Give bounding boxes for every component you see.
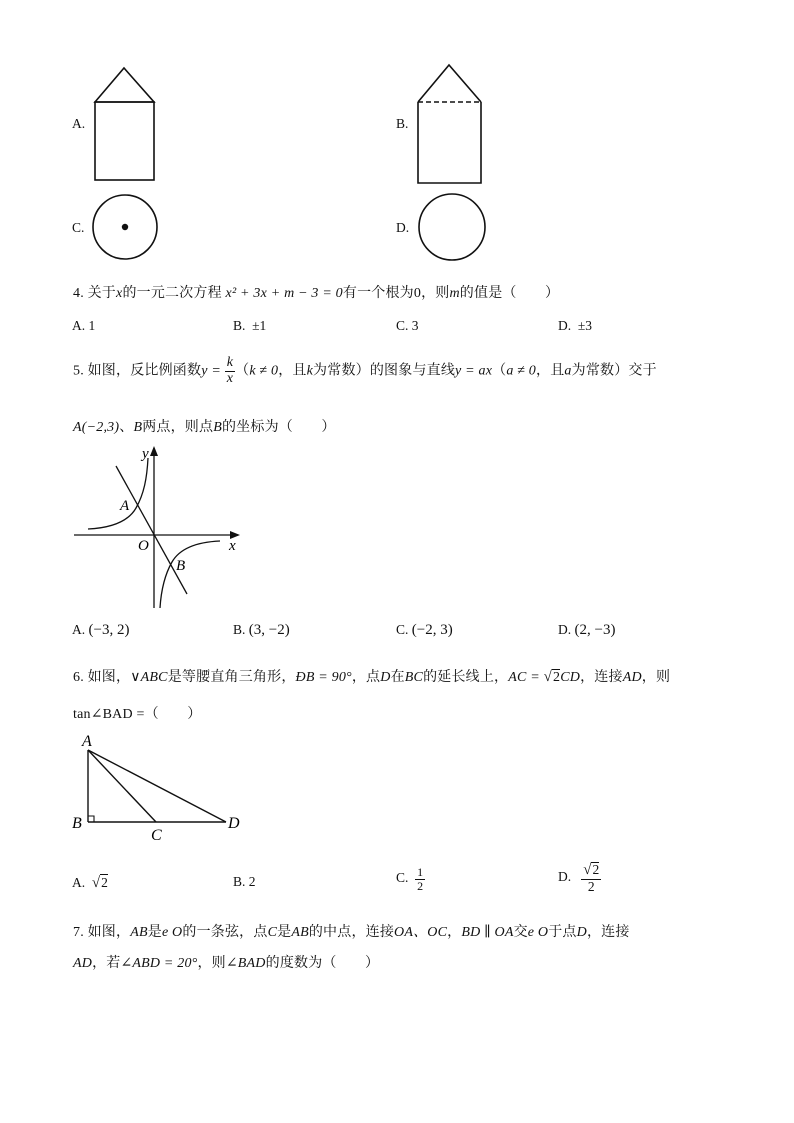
q6-text: （ ） bbox=[144, 707, 202, 722]
option-value: (−3, 2) bbox=[88, 622, 130, 638]
q6-rel-sqrt: 2 bbox=[553, 670, 561, 685]
option-value: ±1 bbox=[252, 318, 267, 333]
q6-label-d: D bbox=[228, 815, 240, 832]
q6-label-b: B bbox=[72, 815, 82, 832]
radical-icon: √ bbox=[583, 862, 592, 878]
q5-option-d[interactable] bbox=[558, 622, 615, 639]
q4-option-c[interactable] bbox=[396, 318, 419, 334]
q7-text: 于点 bbox=[548, 925, 577, 940]
q6-stem-line1 bbox=[73, 666, 670, 686]
q5-label-x: x bbox=[229, 538, 236, 554]
q6-text: ，点 bbox=[351, 670, 381, 685]
q7-circle-o2: e O bbox=[527, 925, 549, 940]
q4-text: 关于 bbox=[87, 286, 117, 301]
q7-text: 如图， bbox=[87, 925, 131, 940]
q6-number: 6. bbox=[73, 670, 84, 685]
q6-figure bbox=[70, 730, 250, 842]
q3-option-c-label: C. bbox=[72, 220, 85, 235]
q5-text: ，且 bbox=[278, 363, 307, 379]
q4-text: 的一元二次方程 bbox=[122, 286, 222, 301]
fraction-numerator bbox=[581, 862, 601, 880]
q4-text: ，则 bbox=[421, 286, 450, 301]
q6-text: 的延长线上， bbox=[423, 670, 509, 685]
option-label: A. bbox=[72, 875, 86, 890]
q5-stem-line2 bbox=[73, 416, 336, 436]
q3-a-roof bbox=[95, 68, 154, 102]
option-value: (−2, 3) bbox=[411, 622, 453, 638]
q6-option-a[interactable] bbox=[72, 874, 108, 892]
q4-var-x: x bbox=[116, 286, 123, 301]
q5-number: 5. bbox=[73, 363, 84, 379]
q5-line-y-ax bbox=[116, 466, 187, 594]
q7-var-d: D bbox=[576, 925, 587, 940]
q5-text: 如图，反比例函数 bbox=[87, 363, 202, 379]
option-value: (2, −3) bbox=[574, 622, 616, 638]
fraction-numerator-value: 2 bbox=[592, 862, 600, 877]
q4-text: 的值是（ ） bbox=[459, 286, 560, 301]
q4-text: 有一个根为 bbox=[342, 286, 414, 301]
fraction-denominator: 2 bbox=[417, 878, 424, 893]
q5-hyperbola-branch-4 bbox=[160, 541, 220, 608]
q6-right-angle-mark bbox=[88, 816, 94, 822]
option-label: C. bbox=[396, 870, 409, 886]
q6-text: 如图， bbox=[87, 670, 131, 685]
q5-text: 为常数）交于 bbox=[571, 363, 657, 379]
q5-stem-line1 bbox=[73, 356, 657, 386]
option-value: ±3 bbox=[577, 318, 593, 333]
q6-var-d: D bbox=[380, 670, 391, 685]
q4-number: 4. bbox=[73, 286, 84, 301]
option-value: 2 bbox=[101, 875, 108, 890]
option-value: 3 bbox=[411, 318, 419, 333]
option-value: 2 bbox=[248, 874, 256, 889]
q7-number: 7. bbox=[73, 925, 84, 940]
q3-b-body bbox=[418, 102, 481, 183]
q7-stem-line1 bbox=[73, 921, 630, 941]
option-label: C. bbox=[396, 318, 409, 333]
q7-text: ，则 bbox=[197, 956, 226, 971]
option-label: A. bbox=[72, 622, 86, 637]
q6-option-b[interactable] bbox=[233, 874, 256, 890]
q6-rel-rhs: CD bbox=[560, 670, 581, 685]
radical-icon: √ bbox=[91, 875, 101, 891]
q7-seg-oa-oc: OA、OC bbox=[394, 925, 448, 940]
q5-label-a: A bbox=[120, 498, 130, 514]
q3-a-body bbox=[95, 102, 154, 180]
q6-seg-ad-line bbox=[88, 750, 226, 822]
q3-option-c-figure bbox=[90, 192, 160, 262]
q7-text: 的中点，连接 bbox=[308, 925, 395, 940]
q6-text: ，则 bbox=[641, 670, 671, 685]
q5-label-o: O bbox=[138, 538, 149, 554]
option-value: (3, −2) bbox=[248, 622, 290, 638]
q7-text: 是 bbox=[147, 925, 162, 940]
q5-text: 为常数）的图象与直线 bbox=[313, 363, 456, 379]
q7-seg-ab: AB bbox=[130, 925, 148, 940]
option-label: B. bbox=[233, 318, 246, 333]
q5-func-lhs: y = bbox=[201, 363, 221, 379]
q7-text: ，连接 bbox=[586, 925, 630, 940]
q4-option-a[interactable] bbox=[72, 318, 95, 334]
q6-text: 在 bbox=[390, 670, 405, 685]
q5-label-b: B bbox=[176, 558, 186, 574]
q5-text: （ bbox=[492, 363, 507, 379]
option-label: A. bbox=[72, 318, 86, 333]
q7-text: 的度数为（ ） bbox=[265, 956, 380, 971]
q3-option-d-figure bbox=[414, 191, 490, 263]
q6-option-c-fraction bbox=[415, 866, 425, 892]
q5-option-c[interactable] bbox=[396, 622, 453, 639]
q5-graph bbox=[70, 442, 250, 614]
option-value: 1 bbox=[88, 318, 96, 333]
q4-root: 0 bbox=[413, 286, 422, 301]
q6-seg-bc: BC bbox=[404, 670, 424, 685]
q5-var-k: k bbox=[306, 363, 314, 379]
option-label: B. bbox=[233, 874, 246, 889]
q6-tan-expr: tan∠BAD = bbox=[73, 707, 145, 722]
option-label: D. bbox=[558, 318, 572, 333]
q3-option-d-label: D. bbox=[396, 220, 410, 235]
q5-y-axis-arrow bbox=[150, 446, 158, 456]
q3-c-center-dot bbox=[122, 224, 128, 230]
q4-stem bbox=[73, 282, 559, 302]
q5-text: 的坐标为（ ） bbox=[221, 420, 336, 435]
q5-var-b: B bbox=[133, 420, 143, 435]
q6-rel-lhs: AC = bbox=[508, 670, 540, 685]
q7-text: ，若 bbox=[92, 956, 121, 971]
q3-b-roof bbox=[418, 65, 481, 102]
fraction-denominator: x bbox=[226, 370, 234, 386]
q5-cond-a: a ≠ 0 bbox=[506, 363, 537, 379]
q6-option-d[interactable] bbox=[558, 862, 601, 894]
fraction-denominator: 2 bbox=[587, 878, 595, 894]
q7-text: 的一条弦，点 bbox=[182, 925, 268, 940]
q5-text: 两点，则点 bbox=[142, 420, 214, 435]
q6-option-d-fraction bbox=[581, 862, 601, 894]
q7-parallel: BD ∥ OA bbox=[461, 925, 514, 940]
q4-option-d[interactable] bbox=[558, 318, 592, 334]
q7-text: 交 bbox=[513, 925, 528, 940]
q6-stem-line2 bbox=[73, 703, 201, 723]
q6-label-a: A bbox=[82, 733, 92, 750]
option-label: D. bbox=[558, 622, 572, 637]
q5-point-a: A(−2,3) bbox=[73, 420, 120, 435]
q7-circle-o: e O bbox=[161, 925, 183, 940]
q3-d-circle bbox=[419, 194, 485, 260]
q6-text: ，连接 bbox=[580, 670, 623, 685]
q6-label-c: C bbox=[151, 827, 162, 842]
q6-text: 是等腰直角三角形， bbox=[167, 670, 296, 685]
q6-seg-ad: AD bbox=[622, 670, 642, 685]
q6-option-c[interactable] bbox=[396, 866, 425, 892]
q7-seg-ab2: AB bbox=[291, 925, 309, 940]
q3-option-b-figure bbox=[414, 62, 486, 186]
fraction-numerator: 1 bbox=[417, 865, 424, 879]
q4-var-m: m bbox=[449, 286, 460, 301]
q4-equation: x² + 3x + m − 3 = 0 bbox=[225, 286, 343, 301]
q5-func-fraction bbox=[225, 356, 235, 386]
q5-label-y: y bbox=[142, 446, 149, 462]
q7-angle-abd: ∠ABD = 20° bbox=[120, 956, 198, 971]
option-label: D. bbox=[558, 869, 572, 885]
q5-cond-k: k ≠ 0 bbox=[249, 363, 279, 379]
q5-text: 、 bbox=[119, 420, 134, 435]
q7-seg-ad: AD bbox=[73, 956, 93, 971]
q5-option-b[interactable] bbox=[233, 622, 290, 639]
q3-option-b-label: B. bbox=[396, 116, 409, 131]
q4-option-b[interactable] bbox=[233, 318, 266, 334]
q5-text: （ bbox=[235, 363, 250, 379]
fraction-numerator: k bbox=[226, 355, 234, 370]
q7-stem-line2 bbox=[73, 952, 379, 972]
q3-option-a-label: A. bbox=[72, 116, 86, 131]
q7-var-c: C bbox=[267, 925, 278, 940]
q5-text: ，且 bbox=[536, 363, 565, 379]
q6-triangle: ∨ABC bbox=[130, 670, 168, 685]
q6-seg-ac-line bbox=[88, 750, 156, 822]
radical-icon: √ bbox=[543, 669, 553, 685]
q7-angle-bad: ∠BAD bbox=[225, 956, 266, 971]
option-label: B. bbox=[233, 622, 246, 637]
q6-angle-b: ÐB = 90° bbox=[295, 670, 352, 685]
q5-var-a: a bbox=[564, 363, 572, 379]
q7-text: ， bbox=[447, 925, 462, 940]
q5-line-eq: y = ax bbox=[455, 363, 493, 379]
option-label: C. bbox=[396, 622, 409, 637]
q7-text: 是 bbox=[277, 925, 292, 940]
q3-option-a-figure bbox=[90, 64, 160, 184]
q5-var-b2: B bbox=[213, 420, 222, 435]
q5-option-a[interactable] bbox=[72, 622, 129, 639]
